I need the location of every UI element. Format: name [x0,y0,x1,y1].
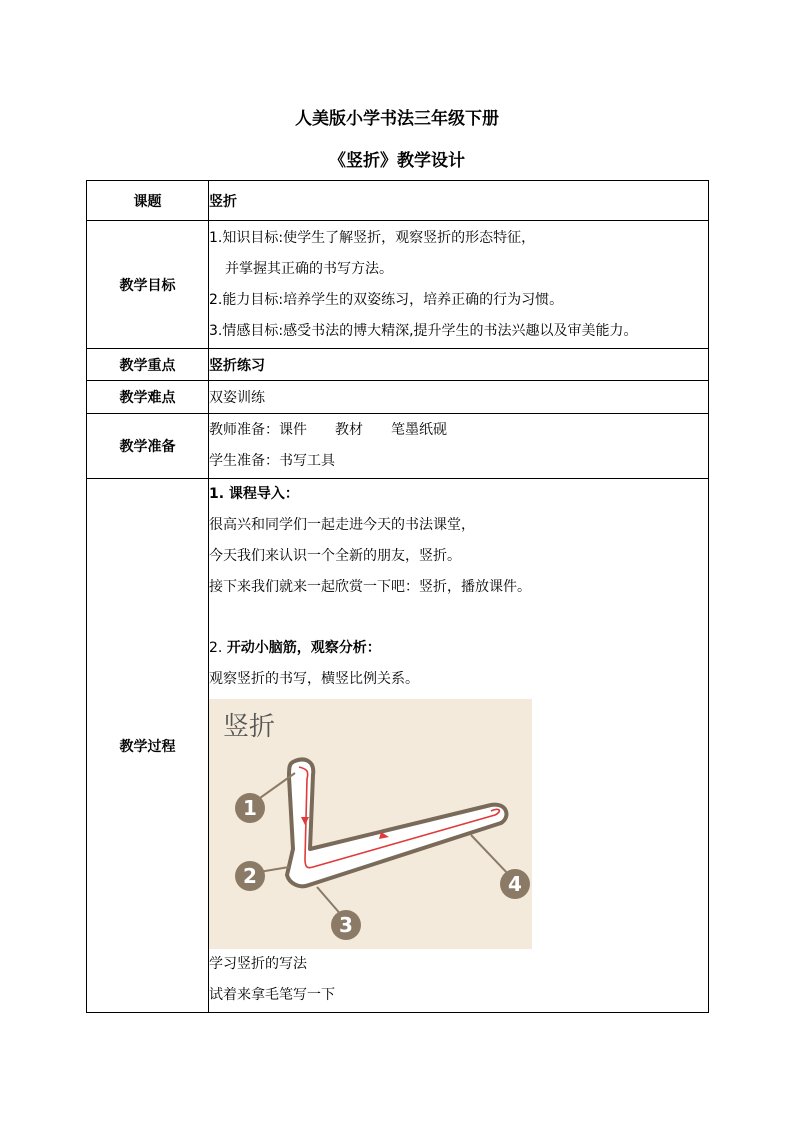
objective-line: 2.能力目标:培养学生的双姿练习，培养正确的行为习惯。 [209,291,564,308]
table-row-preparation [87,414,709,479]
illustration-caption: 竖折 [223,712,276,742]
marker-3-label: 3 [339,913,353,937]
focus-value: 竖折练习 [209,349,709,381]
marker-4-label: 4 [508,872,522,896]
process-label: 教学过程 [87,479,209,1013]
topic-label: 课题 [87,181,209,221]
marker-3 [331,910,361,940]
stroke-diagram [209,699,532,949]
marker-1 [235,793,265,823]
objectives-label: 教学目标 [87,221,209,349]
student-preparation: 学生准备：书写工具 [209,453,335,469]
table-row-process [87,479,709,1013]
process-line: 今天我们来认识一个全新的朋友，竖折。 [209,548,461,564]
document-subtitle: 《竖折》教学设计 [329,151,465,171]
lesson-plan-table [86,180,709,1013]
objective-line: 3.情感目标:感受书法的博大精深,提升学生的书法兴趣以及审美能力。 [209,322,638,339]
topic-value: 竖折 [209,181,709,221]
difficulty-value: 双姿训练 [209,381,709,414]
document-title: 人美版小学书法三年级下册 [295,109,499,129]
section2-number: 2. [209,640,223,656]
table-row-focus [87,349,709,381]
marker-2 [235,861,265,891]
section2-title: 开动小脑筋，观察分析： [226,640,381,656]
process-line: 很高兴和同学们一起走进今天的书法课堂， [209,517,475,533]
marker-2-label: 2 [243,864,257,888]
process-line: 试着来拿毛笔写一下 [209,987,335,1003]
process-line: 观察竖折的书写，横竖比例关系。 [209,671,419,687]
preparation-label: 教学准备 [87,414,209,479]
spacer [209,603,708,633]
process-line: 接下来我们就来一起欣赏一下吧：竖折，播放课件。 [209,579,531,595]
difficulty-label: 教学难点 [87,381,209,414]
table-row-objectives [87,221,709,349]
process-cell [209,479,709,1013]
table-row-topic [87,181,709,221]
section1-heading: 1. 课程导入： [209,486,299,502]
teacher-preparation: 教师准备：课件 教材 笔墨纸砚 [209,422,447,438]
objective-line: 并掌握其正确的书写方法。 [225,260,393,277]
section2-heading [209,633,708,664]
focus-label: 教学重点 [87,349,209,381]
process-line: 学习竖折的写法 [209,956,307,972]
marker-4 [500,869,530,899]
stroke-illustration [209,699,532,949]
objective-line: 1.知识目标:使学生了解竖折，观察竖折的形态特征， [209,229,536,246]
objectives-cell [209,221,709,349]
marker-1-label: 1 [243,796,257,820]
preparation-cell [209,414,709,479]
table-row-difficulty [87,381,709,414]
